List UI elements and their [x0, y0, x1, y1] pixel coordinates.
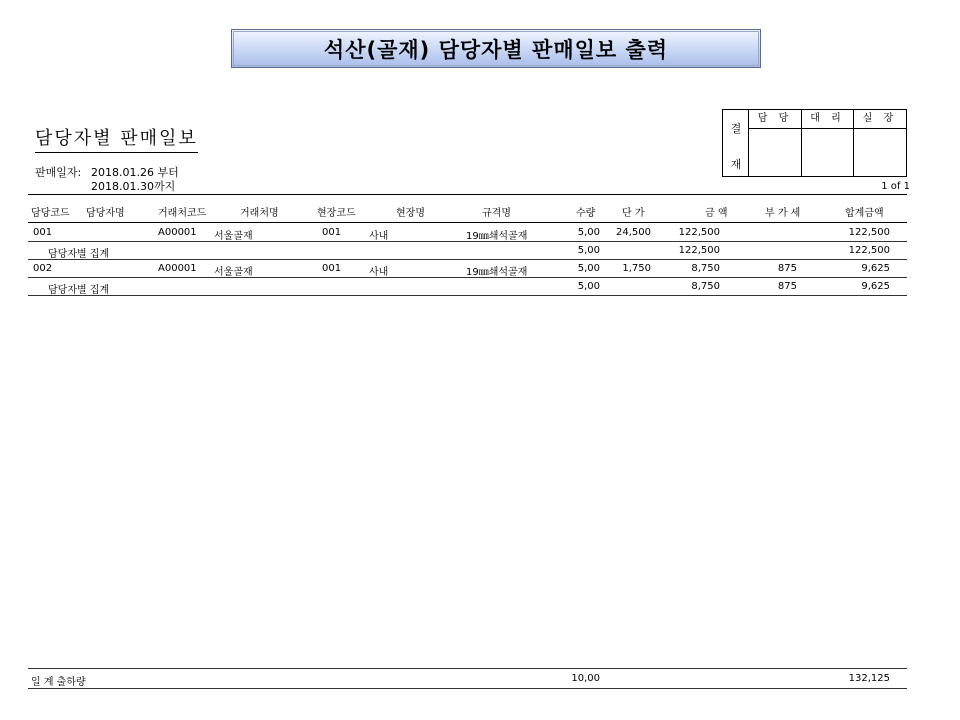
col-header-vat: 부 가 세 — [765, 208, 801, 219]
footer-label: 일 계 출하량 — [31, 677, 86, 688]
col-header-site-name: 현장명 — [396, 208, 425, 219]
row-rule — [28, 241, 907, 242]
approval-side-top: 결 — [730, 122, 742, 135]
row-qty: 5,00 — [577, 263, 600, 274]
row-manager-code: 001 — [33, 227, 53, 238]
row-client-name: 서울골재 — [214, 267, 253, 278]
banner-title: 석산(골재) 담당자별 판매일보 출력 — [323, 37, 669, 62]
subtotal-qty: 5,00 — [577, 245, 600, 256]
subtotal-label: 담당자별 집계 — [48, 285, 110, 296]
header-top-rule — [28, 194, 907, 195]
subtotal-total: 122,500 — [848, 245, 890, 256]
row-spec: 19㎜쇄석골재 — [466, 231, 528, 242]
row-spec: 19㎜쇄석골재 — [466, 267, 528, 278]
col-header-qty: 수량 — [576, 208, 596, 219]
row-client-code: A00001 — [158, 263, 197, 274]
col-header-client-name: 거래처명 — [240, 208, 279, 219]
footer-qty: 10,00 — [571, 673, 600, 684]
col-header-amount: 금 액 — [705, 208, 728, 219]
subtotal-qty: 5,00 — [577, 281, 600, 292]
date-label: 판매일자: — [35, 166, 82, 179]
col-header-spec: 규격명 — [482, 208, 511, 219]
col-header-total: 합계금액 — [845, 208, 884, 219]
row-client-code: A00001 — [158, 227, 197, 238]
header-bottom-rule — [28, 222, 907, 223]
col-header-site-code: 현장코드 — [317, 208, 356, 219]
row-qty: 5,00 — [577, 227, 600, 238]
page-info: 1 of 1 — [881, 181, 910, 192]
approval-side — [723, 110, 749, 176]
approval-col-assistant — [802, 110, 854, 176]
approval-col-staff-label: 담 당 — [749, 110, 801, 129]
row-manager-code: 002 — [33, 263, 53, 274]
col-header-manager-name: 담당자명 — [86, 208, 125, 219]
col-header-manager-code: 담당코드 — [31, 208, 70, 219]
row-site-name: 사내 — [369, 267, 389, 278]
row-unit-price: 24,500 — [616, 227, 651, 238]
row-site-code: 001 — [322, 263, 342, 274]
approval-col-chief — [854, 110, 906, 176]
report-title: 담당자별 판매일보 — [35, 124, 198, 153]
approval-col-chief-label: 실 장 — [854, 110, 906, 129]
date-to: 2018.01.30까지 — [91, 180, 176, 193]
subtotal-vat: 875 — [777, 281, 797, 292]
row-total: 122,500 — [848, 227, 890, 238]
approval-box — [722, 109, 907, 177]
row-vat: 875 — [777, 263, 797, 274]
footer-bottom-rule — [28, 688, 907, 689]
row-rule — [28, 259, 907, 260]
footer-total: 132,125 — [848, 673, 890, 684]
col-header-client-code: 거래처코드 — [158, 208, 207, 219]
subtotal-amount: 122,500 — [678, 245, 720, 256]
approval-col-assistant-label: 대 리 — [802, 110, 853, 129]
window-title-banner — [231, 29, 761, 68]
col-header-unit-price: 단 가 — [622, 208, 645, 219]
subtotal-amount: 8,750 — [691, 281, 720, 292]
subtotal-total: 9,625 — [861, 281, 890, 292]
row-total: 9,625 — [861, 263, 890, 274]
row-rule — [28, 295, 907, 296]
row-amount: 8,750 — [691, 263, 720, 274]
row-rule — [28, 277, 907, 278]
row-site-code: 001 — [322, 227, 342, 238]
approval-side-bottom: 재 — [730, 158, 742, 171]
footer-top-rule — [28, 668, 907, 669]
row-site-name: 사내 — [369, 231, 389, 242]
approval-col-staff — [749, 110, 802, 176]
row-client-name: 서울골재 — [214, 231, 253, 242]
row-unit-price: 1,750 — [622, 263, 651, 274]
date-from: 2018.01.26 부터 — [91, 166, 179, 179]
row-amount: 122,500 — [678, 227, 720, 238]
subtotal-label: 담당자별 집계 — [48, 249, 110, 260]
